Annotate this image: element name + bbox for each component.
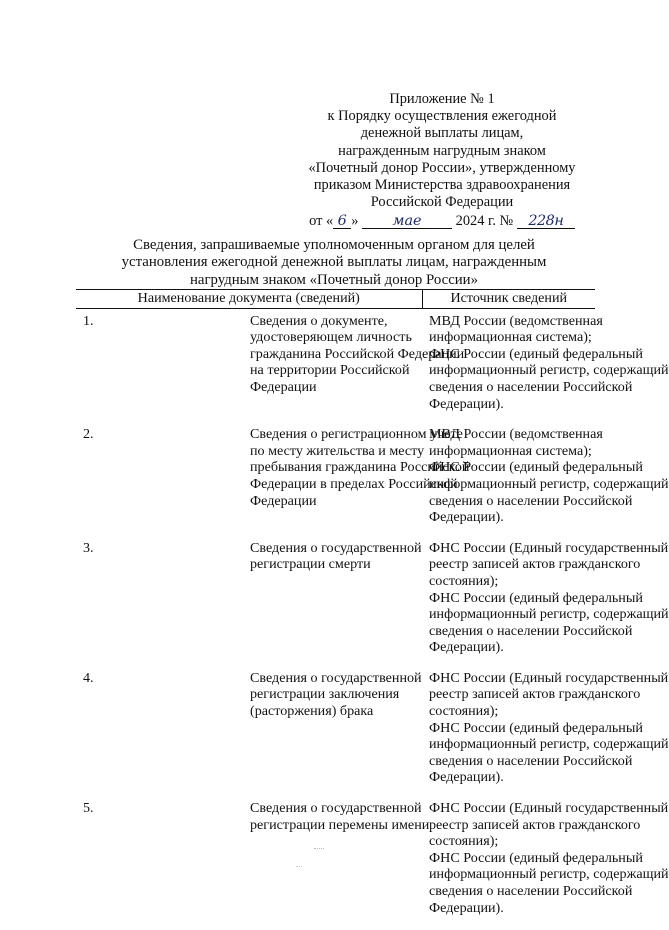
source-line: Федерации). [429,899,504,916]
row-number: 5. [83,800,94,817]
table-row [76,308,595,426]
source-line: состояния); [429,703,499,720]
table-row [76,800,595,930]
table-row [76,540,595,670]
document-name-line: Сведения о государственной [250,539,422,556]
document-name-line: Сведения о государственной [250,669,422,686]
source-line: сведения о населении Российской [429,492,633,509]
source-line: ФНС России (единый федеральный [429,345,643,362]
appendix-header [296,91,588,231]
sources-table [76,289,669,930]
source-line: состояния); [429,833,499,850]
source-line: Федерации). [429,639,504,656]
appendix-line: Приложение № 1 [389,91,495,107]
document-name-line: Федерации [250,378,317,395]
source-line: Федерации). [429,769,504,786]
source-line: информационный регистр, содержащий [429,866,669,883]
document-name-line: регистрации перемены имени [250,816,430,833]
appendix-line: приказом Министерства здравоохранения [313,177,571,194]
document-title-line: Сведения, запрашиваемые уполномоченным органом для целей [133,237,535,253]
source-line: Федерации). [429,509,504,526]
source-line: МВД России (ведомственная [429,426,603,443]
document-name-line: Сведения о документе, [250,312,388,329]
table-header-row [76,290,595,309]
handwritten-day: 6 [333,214,351,229]
source-entry [429,459,669,526]
document-name-line: (расторжения) брака [250,703,374,720]
source-entry [429,719,669,786]
source-line: информационная система); [429,329,592,346]
document-name-cell [249,670,422,800]
appendix-line: к Порядку осуществления ежегодной [327,108,557,125]
approval-mid: » [351,213,359,230]
source-line: Федерации). [429,395,504,412]
source-line: ФНС России (единый федеральный [429,459,643,476]
source-line: ФНС России (единый федеральный [429,589,643,606]
row-number: 4. [83,669,94,686]
row-number: 1. [83,312,94,329]
document-title [108,237,560,289]
source-line: ФНС России (Единый государственный [429,539,669,556]
source-line: ФНС России (Единый государственный [429,800,669,817]
source-line: информационный регистр, содержащий [429,362,669,379]
source-entry [429,800,669,850]
document-name-cell [249,308,465,426]
document-name-line: регистрации смерти [250,556,371,573]
approval-line [296,213,588,230]
source-line: ФНС России (единый федеральный [429,849,643,866]
scan-mark [296,866,302,869]
document-name-line: Сведения о регистрационном учете [250,426,463,443]
approval-year: 2024 г. № [455,213,514,230]
document-name-line: Сведения о государственной [250,800,422,817]
source-line: реестр записей актов гражданского [429,816,641,833]
source-line: реестр записей актов гражданского [429,556,641,573]
document-name-line: пребывания гражданина Российской [250,459,470,476]
source-line: сведения о населении Российской [429,883,633,899]
source-line: сведения о населении Российской [429,752,633,769]
source-cell [422,426,669,540]
document-name-cell [249,540,422,670]
approval-prefix: от « [309,213,334,230]
source-entry [429,589,669,656]
table-row [76,670,595,800]
appendix-line: «Почетный донор России», утвержденному [308,159,576,176]
document-name-line: регистрации заключения [250,686,400,703]
source-line: ФНС России (Единый государственный [429,669,669,686]
document-name-line: по месту жительства и месту [250,442,425,459]
source-line: информационный регистр, содержащий [429,736,669,753]
source-entry [429,312,603,346]
source-line: информационный регистр, содержащий [429,475,669,492]
document-name-cell [249,426,470,540]
appendix-line: награжденным нагрудным знаком [338,142,546,159]
document-name-line: Федерации в пределах Российской [250,475,458,492]
source-cell [422,539,669,670]
table-row [76,426,595,540]
source-cell [422,669,669,800]
appendix-line: Российской Федерации [370,194,514,211]
source-cell [422,800,669,930]
header-source: Источник сведений [422,290,595,309]
source-entry [429,426,603,459]
document-name-line: удостоверяющем личность [250,329,412,346]
source-entry [429,539,669,590]
source-line: ФНС России (единый федеральный [429,719,643,736]
source-line: сведения о населении Российской [429,622,633,639]
document-name-cell [249,800,430,930]
source-entry [429,345,669,412]
document-name-line: гражданина Российской Федерации [250,345,465,362]
document-name-line: Федерации [250,492,317,509]
scan-mark [314,848,324,852]
source-entry [429,849,669,916]
handwritten-month: мае [362,214,452,229]
source-entry [429,669,669,720]
document-title-line: нагрудным знаком «Почетный донор России» [189,271,479,288]
appendix-line: денежной выплаты лицам, [360,125,524,142]
source-line: сведения о населении Российской [429,378,633,395]
source-cell [422,308,669,426]
row-number: 2. [83,426,94,443]
source-line: реестр записей актов гражданского [429,686,641,703]
source-line: состояния); [429,572,499,589]
document-name-line: на территории Российской [250,362,410,379]
row-number: 3. [83,539,94,556]
handwritten-order-number: 228н [517,214,575,229]
table-body [76,308,669,930]
source-line: информационная система); [429,442,592,459]
document-title-line: установления ежегодной денежной выплаты лицам, награжденным [121,254,547,271]
header-document-name: Наименование документа (сведений) [76,290,422,309]
source-line: информационный регистр, содержащий [429,606,669,623]
source-line: МВД России (ведомственная [429,312,603,329]
